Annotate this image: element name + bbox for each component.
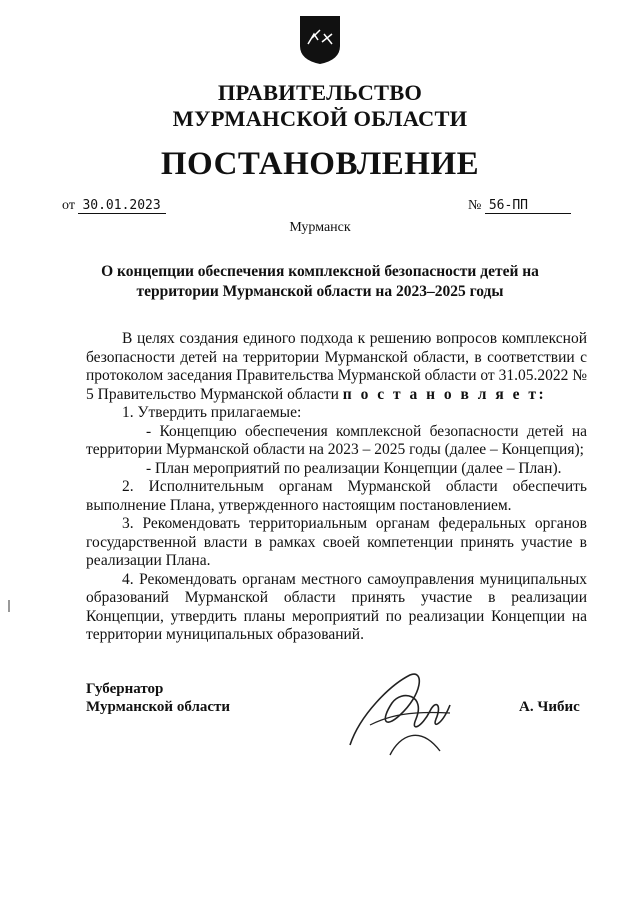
document-body: [86, 330, 587, 645]
coat-of-arms-icon: [298, 14, 342, 66]
subject-heading: [100, 262, 540, 302]
margin-mark: [8, 600, 10, 612]
document-type-title: ПОСТАНОВЛЕНИЕ: [160, 146, 480, 182]
number-value: 56-ПП: [485, 198, 571, 214]
item-2: 2. Исполнительным органам Мурманской области обеспечить выполнение Плана, утвержденного настоящим постановлением.: [86, 478, 587, 514]
signatory-name: А. Чибис: [519, 699, 580, 715]
date-prefix: от: [62, 198, 75, 213]
item-4: 4. Рекомендовать органам местного самоуправления муниципальных образований Мурманской области принять участие в реализации Концепции, утвердить планы мероприятий по реализации Концепции на территории муниципальных образований.: [86, 570, 587, 643]
subject-line1: О концепции обеспечения комплексной безопасности детей на: [101, 263, 539, 280]
government-title-line2: МУРМАНСКОЙ ОБЛАСТИ: [172, 106, 468, 131]
item-1b: - План мероприятий по реализации Концепции (далее – План).: [146, 459, 562, 477]
government-title-line1: ПРАВИТЕЛЬСТВО: [217, 80, 423, 105]
number-prefix: №: [468, 198, 482, 213]
handwritten-signature: [330, 655, 470, 775]
date-field: [62, 198, 166, 214]
date-value: 30.01.2023: [78, 198, 166, 214]
decree-word: п о с т а н о в л я е т:: [342, 385, 547, 403]
item-3: 3. Рекомендовать территориальным органам федеральных органов государственной власти в рамках своей компетенции принять участие в реализации Плана.: [86, 515, 587, 569]
number-field: [468, 198, 571, 214]
item-1a: - Концепцию обеспечения комплексной безопасности детей на территории Мурманской области на 2023 – 2025 годы (далее – Концепция);: [86, 422, 587, 458]
intro-text: В целях создания единого подхода к решению вопросов комплексной безопасности детей на территории Мурманской области, в соответствии с протоколом заседания Правительства Мурманской области от 31.05.2022 № 5 Правительство Мурманской области: [86, 330, 587, 403]
signatory-title-line1: Губернатор: [86, 681, 164, 697]
signatory-title: [86, 680, 230, 716]
item-1: 1. Утвердить прилагаемые:: [122, 404, 302, 421]
signatory-title-line2: Мурманской области: [86, 699, 231, 715]
subject-line2: территории Мурманской области на 2023–2025 годы: [136, 283, 504, 300]
city-label: Мурманск: [289, 220, 351, 235]
intro-paragraph: [86, 330, 587, 404]
